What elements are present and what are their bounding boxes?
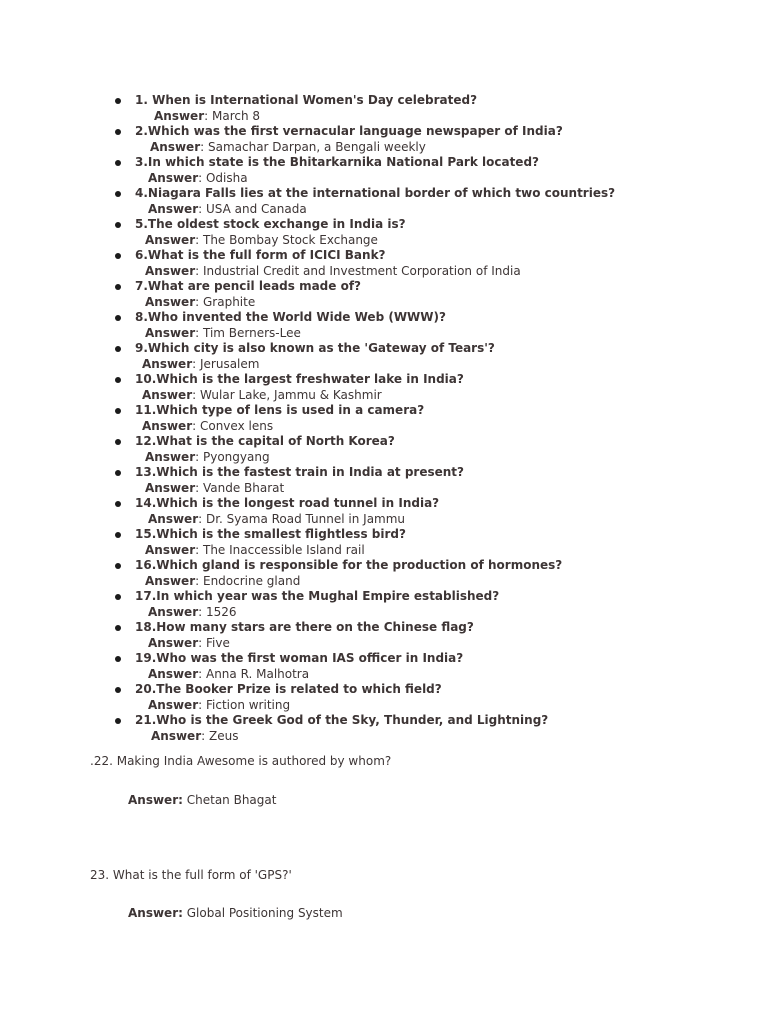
answer-label: Answer (148, 635, 199, 650)
list-item (0, 248, 768, 279)
answer-line: Answer: Dr. Syama Road Tunnel in Jammu (148, 511, 406, 526)
answer-label: Answer (142, 356, 193, 371)
answer-line: Answer: Fiction writing (148, 697, 291, 712)
answer-label: Answer (150, 139, 201, 154)
question-text: 2.Which was the first vernacular language newspaper of India? (135, 124, 563, 138)
answer-line: Answer: Pyongyang (145, 449, 270, 464)
list-item (0, 465, 768, 496)
answer-label: Answer (151, 728, 202, 743)
bullet-icon (115, 346, 121, 352)
answer-text: The Bombay Stock Exchange (202, 232, 378, 247)
answer-text: Convex lens (199, 418, 274, 433)
list-item (0, 496, 768, 527)
question-text: 4.Niagara Falls lies at the international border of which two countries? (135, 186, 616, 200)
answer-text: Pyongyang (202, 449, 270, 464)
answer-line: Answer: Industrial Credit and Investment Corporation of India (145, 263, 521, 278)
answer-label: Answer (142, 418, 193, 433)
question-text: 18.How many stars are there on the Chinese flag? (135, 620, 474, 634)
answer-23-text: Global Positioning System (186, 906, 343, 920)
question-text: 19.Who was the first woman IAS officer in India? (135, 651, 464, 665)
answer-label: Answer (145, 232, 196, 247)
bullet-icon (115, 470, 121, 476)
answer-text: Zeus (208, 728, 239, 743)
answer-label: Answer (145, 325, 196, 340)
answer-label: Answer (148, 697, 199, 712)
question-text: 8.Who invented the World Wide Web (WWW)? (135, 310, 446, 324)
question-23: 23. What is the full form of 'GPS?' (90, 868, 292, 882)
answer-text: Tim Berners-Lee (202, 325, 301, 340)
question-text: 6.What is the full form of ICICI Bank? (135, 248, 386, 262)
question-text: 7.What are pencil leads made of? (135, 279, 362, 293)
answer-22-text: Chetan Bhagat (186, 793, 277, 807)
answer-line: Answer: Zeus (151, 728, 239, 743)
answer-label: Answer (148, 666, 199, 681)
bullet-icon (115, 532, 121, 538)
answer-text: Wular Lake, Jammu & Kashmir (199, 387, 382, 402)
bullet-icon (115, 253, 121, 259)
list-item (0, 651, 768, 682)
question-text: 13.Which is the fastest train in India at present? (135, 465, 464, 479)
answer-line: Answer: Tim Berners-Lee (145, 325, 301, 340)
answer-label: Answer (145, 263, 196, 278)
question-list (0, 93, 768, 744)
answer-line: Answer: Graphite (145, 294, 256, 309)
bullet-icon (115, 408, 121, 414)
bullet-icon (115, 563, 121, 569)
list-item (0, 589, 768, 620)
list-item (0, 93, 768, 124)
answer-text: Dr. Syama Road Tunnel in Jammu (205, 511, 406, 526)
list-item (0, 682, 768, 713)
answer-text: Fiction writing (205, 697, 291, 712)
answer-text: Five (205, 635, 230, 650)
answer-text: Anna R. Malhotra (205, 666, 310, 681)
answer-line: Answer: Samachar Darpan, a Bengali weekly (150, 139, 426, 154)
list-item (0, 279, 768, 310)
answer-line: Answer: March 8 (154, 108, 261, 123)
question-text: 9.Which city is also known as the 'Gateway of Tears'? (135, 341, 495, 355)
answer-label: Answer (145, 573, 196, 588)
answer-label: Answer (145, 294, 196, 309)
answer-line: Answer: Convex lens (142, 418, 274, 433)
answer-text: Industrial Credit and Investment Corporation of India (202, 263, 521, 278)
list-item (0, 713, 768, 744)
answer-label: Answer (145, 449, 196, 464)
list-item (0, 155, 768, 186)
list-item (0, 217, 768, 248)
list-item (0, 310, 768, 341)
answer-23-label: Answer: (128, 906, 183, 920)
answer-line: Answer: Anna R. Malhotra (148, 666, 310, 681)
answer-text: Jerusalem (199, 356, 260, 371)
answer-line: Answer: The Bombay Stock Exchange (145, 232, 378, 247)
bullet-icon (115, 222, 121, 228)
question-text: 12.What is the capital of North Korea? (135, 434, 395, 448)
list-item (0, 403, 768, 434)
question-text: 10.Which is the largest freshwater lake in India? (135, 372, 464, 386)
answer-text: The Inaccessible Island rail (202, 542, 365, 557)
question-22: .22. Making India Awesome is authored by whom? (90, 754, 392, 768)
question-text: 17.In which year was the Mughal Empire established? (135, 589, 500, 603)
answer-label: Answer (145, 542, 196, 557)
answer-text: Graphite (202, 294, 256, 309)
question-text: 14.Which is the longest road tunnel in India? (135, 496, 440, 510)
answer-text: Endocrine gland (202, 573, 301, 588)
question-text: 5.The oldest stock exchange in India is? (135, 217, 406, 231)
answer-line: Answer: Jerusalem (142, 356, 260, 371)
answer-line: Answer: Vande Bharat (145, 480, 285, 495)
list-item (0, 527, 768, 558)
bullet-icon (115, 501, 121, 507)
bullet-icon (115, 594, 121, 600)
answer-text: March 8 (211, 108, 261, 123)
bullet-icon (115, 315, 121, 321)
list-item (0, 186, 768, 217)
answer-line: Answer: Endocrine gland (145, 573, 301, 588)
bullet-icon (115, 718, 121, 724)
answer-line: Answer: Odisha (148, 170, 248, 185)
answer-22 (128, 793, 276, 808)
list-item (0, 620, 768, 651)
bullet-icon (115, 284, 121, 290)
bullet-icon (115, 191, 121, 197)
bullet-icon (115, 656, 121, 662)
bullet-icon (115, 98, 121, 104)
bullet-icon (115, 160, 121, 166)
question-text: 1. When is International Women's Day celebrated? (135, 93, 478, 107)
answer-22-label: Answer: (128, 793, 183, 807)
answer-line: Answer: The Inaccessible Island rail (145, 542, 365, 557)
list-item (0, 341, 768, 372)
answer-text: Vande Bharat (202, 480, 285, 495)
list-item (0, 558, 768, 589)
question-text: 20.The Booker Prize is related to which field? (135, 682, 442, 696)
list-item (0, 124, 768, 155)
answer-label: Answer (142, 387, 193, 402)
bullet-icon (115, 687, 121, 693)
question-text: 21.Who is the Greek God of the Sky, Thunder, and Lightning? (135, 713, 549, 727)
answer-text: Samachar Darpan, a Bengali weekly (207, 139, 426, 154)
question-text: 15.Which is the smallest flightless bird? (135, 527, 406, 541)
answer-23 (128, 906, 343, 921)
question-text: 3.In which state is the Bhitarkarnika National Park located? (135, 155, 539, 169)
question-text: 11.Which type of lens is used in a camera? (135, 403, 425, 417)
list-item (0, 372, 768, 403)
answer-label: Answer (148, 511, 199, 526)
answer-text: USA and Canada (205, 201, 307, 216)
answer-text: 1526 (205, 604, 237, 619)
answer-label: Answer (148, 604, 199, 619)
bullet-icon (115, 129, 121, 135)
answer-line: Answer: 1526 (148, 604, 237, 619)
list-item (0, 434, 768, 465)
bullet-icon (115, 377, 121, 383)
answer-line: Answer: Five (148, 635, 230, 650)
answer-label: Answer (154, 108, 205, 123)
answer-line: Answer: Wular Lake, Jammu & Kashmir (142, 387, 382, 402)
question-text: 16.Which gland is responsible for the production of hormones? (135, 558, 563, 572)
bullet-icon (115, 625, 121, 631)
answer-label: Answer (148, 201, 199, 216)
answer-label: Answer (148, 170, 199, 185)
answer-label: Answer (145, 480, 196, 495)
answer-text: Odisha (205, 170, 248, 185)
answer-line: Answer: USA and Canada (148, 201, 307, 216)
bullet-icon (115, 439, 121, 445)
